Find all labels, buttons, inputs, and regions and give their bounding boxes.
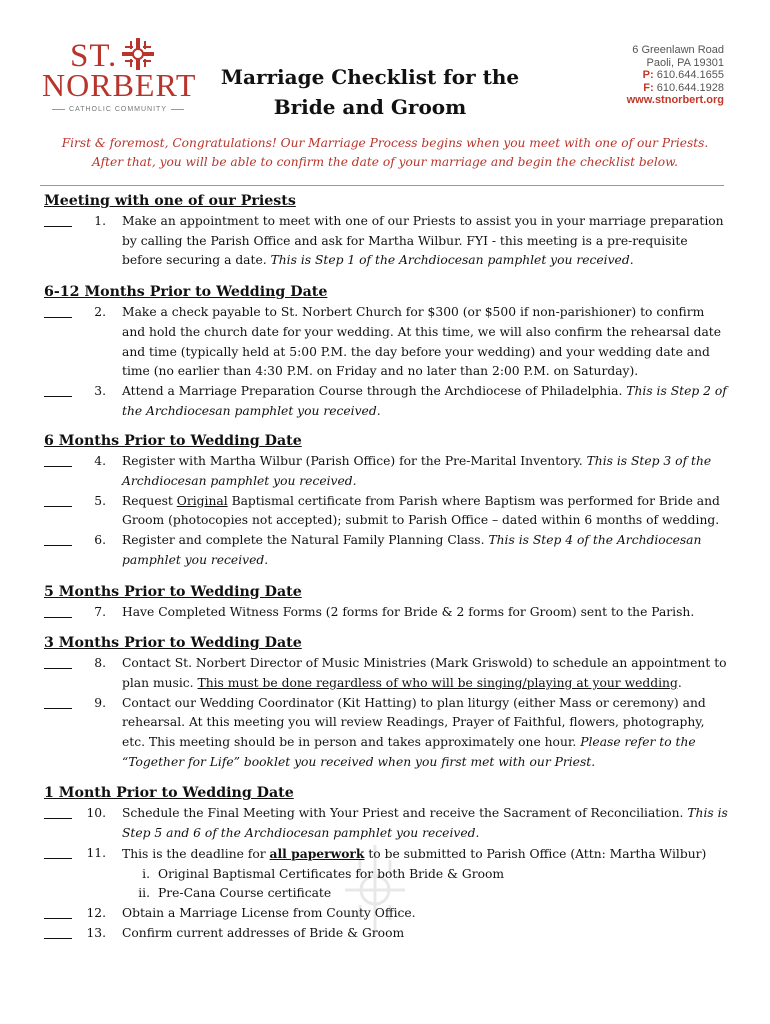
checklist-item-1: 1. Make an appointment to meet with one of our Priests to assist you in your marriage preparation by calling the Parish Office and ask for Martha Wilbur. FYI - this meeting is a pre-requisite before securing a date. This is Step 1 of the Archdiocesan pamphlet you received. xyxy=(44,212,728,271)
checklist-item-9: 9. Contact our Wedding Coordinator (Kit Hatting) to plan liturgy (either Mass or ceremony) and rehearsal. At this meeting you will review Readings, Prayer of Faithful, flowers, photography, etc. This meeting should be in person and takes approximately one hour. Please refer to the “Together for Life” booklet you received when you first met with our Priest. xyxy=(44,694,728,773)
checkbox-blank[interactable] xyxy=(44,531,72,570)
st-norbert-logo xyxy=(42,36,197,120)
checkbox-blank[interactable] xyxy=(44,844,72,865)
checklist-item-3: 3. Attend a Marriage Preparation Course through the Archdiocese of Philadelphia. This is Step 2 of the Archdiocesan pamphlet you received. xyxy=(44,382,728,421)
section-heading: 3 Months Prior to Wedding Date xyxy=(44,635,302,652)
checklist-item-11: 11. This is the deadline for all paperwork to be submitted to Parish Office (Attn: Martha Wilbur) xyxy=(44,844,728,865)
phone-line: P: 610.644.1655 xyxy=(642,69,724,82)
checkbox-blank[interactable] xyxy=(44,804,72,843)
section-1-month xyxy=(44,782,728,943)
section-6-12-months xyxy=(44,281,728,421)
checklist-item-13: 13. Confirm current addresses of Bride & Groom xyxy=(44,924,728,944)
checkbox-blank[interactable] xyxy=(44,694,72,773)
checkbox-blank[interactable] xyxy=(44,492,72,531)
sub-item-i: i. Original Baptismal Certificates for both Bride & Groom xyxy=(142,866,505,881)
sub-item-ii: ii. Pre-Cana Course certificate xyxy=(138,886,332,901)
checklist-item-12: 12. Obtain a Marriage License from County Office. xyxy=(44,904,728,924)
address-line-2: Paoli, PA 19301 xyxy=(646,56,724,69)
checklist-item-2: 2. Make a check payable to St. Norbert Church for $300 (or $500 if non-parishioner) to confirm and hold the church date for your wedding. At this time, we will also confirm the rehearsal date and time (typically held at 5:00 P.M. the day before your wedding) and your wedding date and time (no earlier than 4:30 P.M. on Friday and no later than 2:00 P.M. on Saturday). xyxy=(44,303,728,382)
fax-line: F: 610.644.1928 xyxy=(643,81,724,94)
checkbox-blank[interactable] xyxy=(44,382,72,421)
checklist xyxy=(44,186,728,943)
section-6-months xyxy=(44,430,728,570)
page-title: Marriage Checklist for the Bride and Groom xyxy=(220,65,520,119)
section-heading: Meeting with one of our Priests xyxy=(44,193,296,209)
checklist-item-6: 6. Register and complete the Natural Family Planning Class. This is Step 4 of the Archdiocesan pamphlet you received. xyxy=(44,531,728,570)
checkbox-blank[interactable] xyxy=(44,904,72,924)
section-heading: 6-12 Months Prior to Wedding Date xyxy=(44,284,328,301)
checklist-item-4: 4. Register with Martha Wilbur (Parish Office) for the Pre-Marital Inventory. This is Step 3 of the Archdiocesan pamphlet you received. xyxy=(44,452,728,491)
contact-block xyxy=(627,44,724,107)
section-meeting xyxy=(44,190,728,271)
section-heading: 1 Month Prior to Wedding Date xyxy=(44,785,294,802)
checklist-item-7: 7. Have Completed Witness Forms (2 forms for Bride & 2 forms for Groom) sent to the Parish. xyxy=(44,603,728,623)
checkbox-blank[interactable] xyxy=(44,212,72,271)
logo-community-text: CATHOLIC COMMUNITY xyxy=(52,106,184,113)
checklist-item-8: 8. Contact St. Norbert Director of Music Ministries (Mark Griswold) to schedule an appointment to plan music. This must be done regardless of who will be singing/playing at your wedding. xyxy=(44,654,728,693)
section-heading: 6 Months Prior to Wedding Date xyxy=(44,433,302,450)
logo-st-text: ST. xyxy=(70,38,118,74)
checklist-item-10: 10. Schedule the Final Meeting with Your Priest and receive the Sacrament of Reconciliation. This is Step 5 and 6 of the Archdiocesan pamphlet you received. xyxy=(44,804,728,843)
intro-text: First & foremost, Congratulations! Our Marriage Process begins when you meet with one of our Priests. After that, you will be able to confirm the date of your marriage and begin the checklist below. xyxy=(61,136,709,169)
checkbox-blank[interactable] xyxy=(44,603,72,623)
logo-norbert-text: NORBERT xyxy=(42,67,197,103)
checkbox-blank[interactable] xyxy=(44,303,72,382)
checkbox-blank[interactable] xyxy=(44,452,72,491)
checklist-item-5: 5. Request Original Baptismal certificate from Parish where Baptism was performed for Bride and Groom (photocopies not accepted); submit to Parish Office – dated within 6 months of wedding. xyxy=(44,492,728,531)
section-heading: 5 Months Prior to Wedding Date xyxy=(44,583,302,600)
address-line-1: 6 Greenlawn Road xyxy=(632,44,724,56)
checkbox-blank[interactable] xyxy=(44,654,72,693)
section-3-months xyxy=(44,632,728,772)
checkbox-blank[interactable] xyxy=(44,924,72,944)
website-link[interactable]: www.stnorbert.org xyxy=(626,94,724,107)
section-5-months xyxy=(44,581,728,623)
